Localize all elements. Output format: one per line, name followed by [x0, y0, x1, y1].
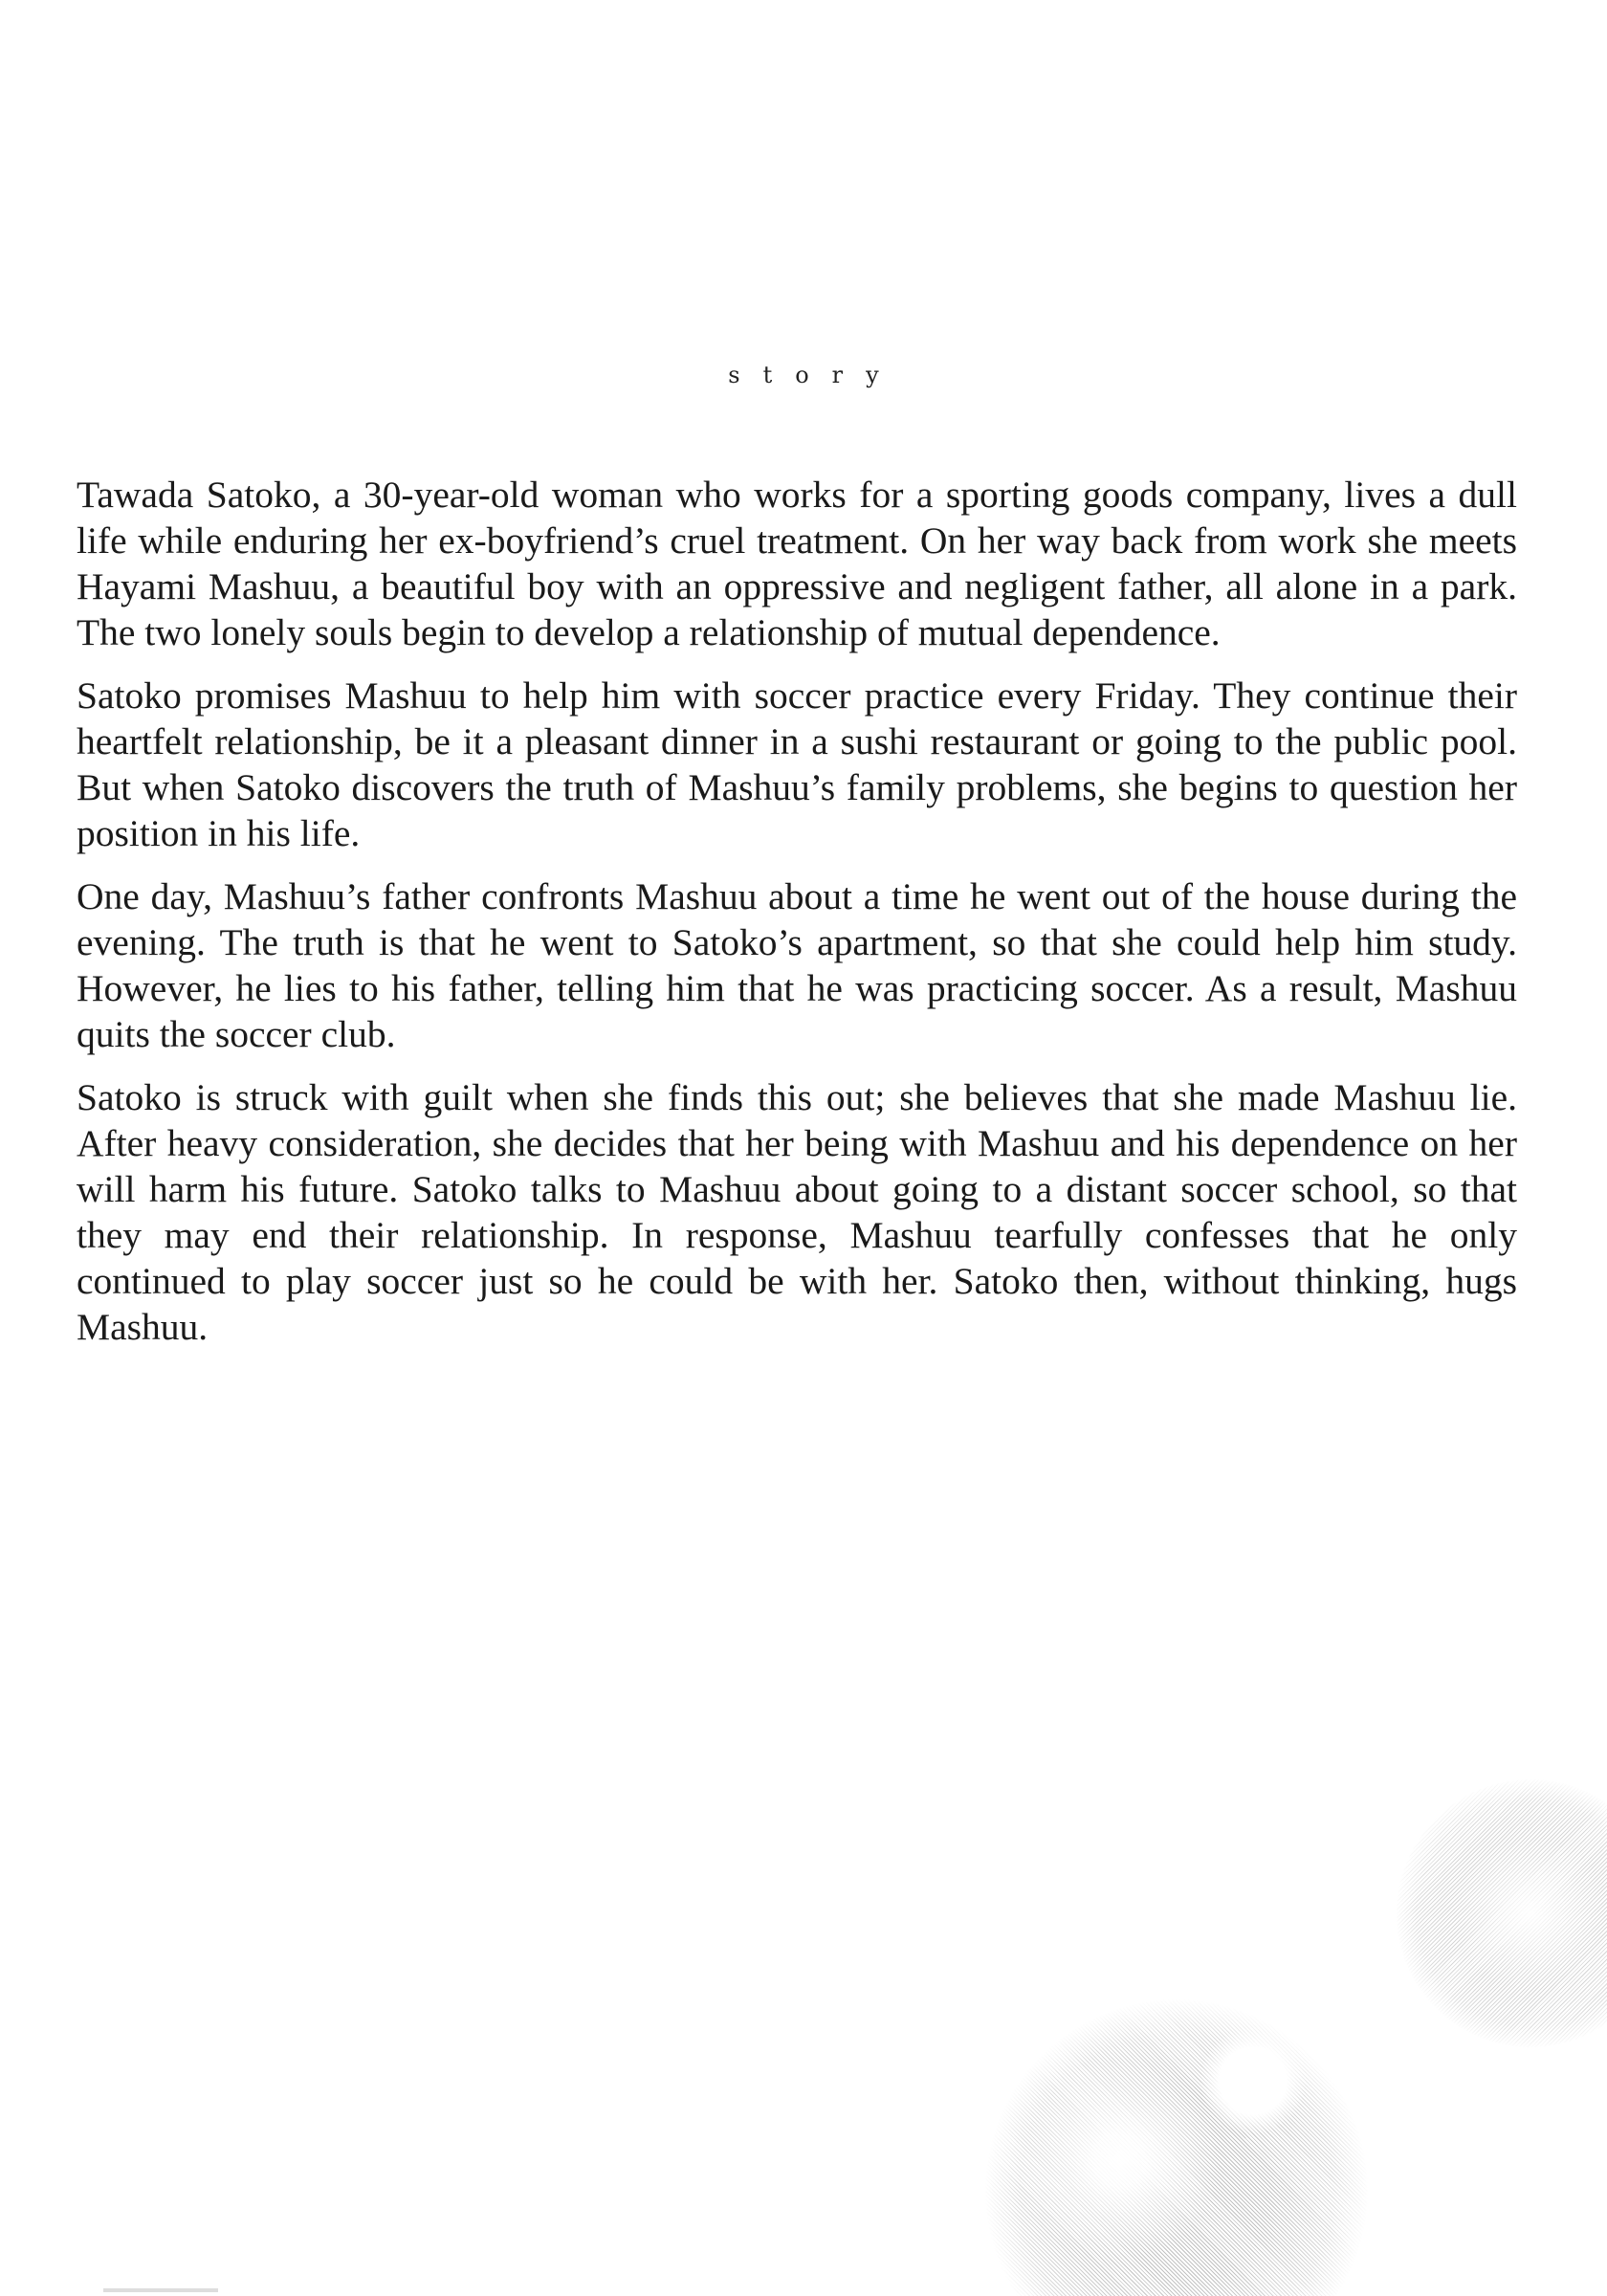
section-heading: story [728, 362, 902, 388]
halftone-bubble-decoration [1397, 1779, 1607, 2047]
bottom-divider [103, 2288, 218, 2292]
paragraph: Satoko promises Mashuu to help him with soccer practice every Friday. They continue their heartfelt relationship, be it a pleasant dinner in a sushi restaurant or going to the public pool. But when Satoko discovers the truth of Mashuu’s family problems, she begins to question her position in his life. [77, 674, 1517, 854]
bubble-highlight-decoration [1200, 2028, 1306, 2133]
paragraph: One day, Mashuu’s father confronts Mashuu about a time he went out of the house during the evening. The truth is that he went to Satoko’s apartment, so that she could help him study. However, he lies to his father, telling him that he was practicing soccer. As a result, Mashuu quits the soccer club. [77, 875, 1517, 1055]
story-body [77, 472, 1517, 1367]
paragraph: Tawada Satoko, a 30-year-old woman who works for a sporting goods company, lives a dull life while enduring her ex-boyfriend’s cruel treatment. On her way back from work she meets Hayami Mashuu, a beautiful boy with an oppressive and negligent father, all alone in a park. The two lonely souls begin to develop a relationship of mutual dependence. [77, 474, 1517, 653]
halftone-bubble-decoration [985, 1999, 1368, 2296]
paragraph: Satoko is struck with guilt when she finds this out; she believes that she made Mashuu lie. After heavy consideration, she decides that her being with Mashuu and his dependence on her will harm his future. Satoko talks to Mashuu about going to a distant soccer school, so that they may end their relationship. In response, Mashuu tearfully confesses that he only continued to play soccer just so he could be with her. Satoko then, without thinking, hugs Mashuu. [77, 1076, 1517, 1348]
